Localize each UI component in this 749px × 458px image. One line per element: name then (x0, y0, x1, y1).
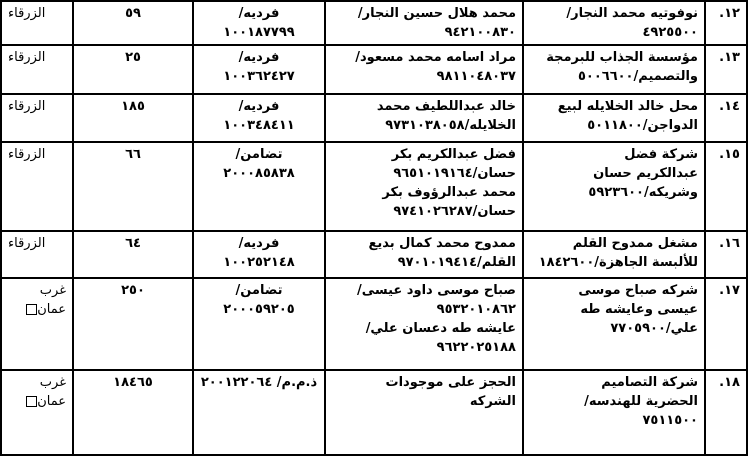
checkbox[interactable] (26, 396, 37, 407)
row-number: .١٦ (705, 231, 747, 278)
city: الزرقاء (1, 142, 73, 231)
capital-value: ٢٥٠ (73, 278, 193, 370)
city: الزرقاء (1, 1, 73, 45)
company-type: تضامن/ ٢٠٠٠٨٥٨٣٨ (193, 142, 325, 231)
table-row (1, 94, 747, 142)
company-name: مؤسسة الجذاب للبرمجة والتصميم/٥٠٠٦٦٠٠ (523, 45, 705, 94)
company-name: محل خالد الخلايله لبيع الدواجن/٥٠١١٨٠٠ (523, 94, 705, 142)
capital-value: ٦٦ (73, 142, 193, 231)
company-type: ذ.م.م/ ٢٠٠١٢٢٠٦٤ (193, 370, 325, 455)
partner-names: خالد عبداللطيف محمد الخلايله/٩٧٣١٠٣٨٠٥٨ (325, 94, 523, 142)
company-name: شركة التصاميم الحضرية للهندسه/ ٧٥١١٥٠٠ (523, 370, 705, 455)
city: الزرقاء (1, 94, 73, 142)
city: غرب عمان (1, 278, 73, 370)
table-row (1, 1, 747, 45)
partner-names: محمد هلال حسين النجار/ ٩٤٢١٠٠٨٣٠ (325, 1, 523, 45)
partner-names: ممدوح محمد كمال بديع القلم/٩٧٠١٠١٩٤١٤ (325, 231, 523, 278)
table-row (1, 142, 747, 231)
table-row (1, 45, 747, 94)
row-number: .١٤ (705, 94, 747, 142)
table-row (1, 370, 747, 455)
checkbox[interactable] (26, 304, 37, 315)
city: غرب عمان (1, 370, 73, 455)
partner-names: الحجز على موجودات الشركه (325, 370, 523, 455)
capital-value: ١٨٥ (73, 94, 193, 142)
company-type: تضامن/ ٢٠٠٠٥٩٢٠٥ (193, 278, 325, 370)
city: الزرقاء (1, 45, 73, 94)
table-row (1, 231, 747, 278)
company-type: فرديه/ ١٠٠٣٦٢٤٢٧ (193, 45, 325, 94)
company-type: فرديه/ ١٠٠٣٤٨٤١١ (193, 94, 325, 142)
partner-names: فضل عبدالكريم بكر حسان/٩٦٥١٠١٩١٦٤ محمد عبدالرؤوف بكر حسان/٩٧٤١٠٢٦٢٨٧ (325, 142, 523, 231)
row-number: .١٨ (705, 370, 747, 455)
partner-names: صباح موسى داود عيسى/ ٩٥٣٢٠١٠٨٦٢ عايشه طه دعسان علي/ ٩٦٢٢٠٢٥١٨٨ (325, 278, 523, 370)
company-type: فرديه/ ١٠٠١٨٧٧٩٩ (193, 1, 325, 45)
company-type: فرديه/ ١٠٠٢٥٢١٤٨ (193, 231, 325, 278)
company-name: شركه صباح موسى عيسى وعايشه طه علي/٧٧٠٥٩٠٠ (523, 278, 705, 370)
capital-value: ٢٥ (73, 45, 193, 94)
capital-value: ٦٤ (73, 231, 193, 278)
company-name: مشغل ممدوح القلم للألبسة الجاهزة/١٨٤٢٦٠٠ (523, 231, 705, 278)
capital-value: ٥٩ (73, 1, 193, 45)
row-number: .١٥ (705, 142, 747, 231)
company-name: نوفوتيه محمد النجار/ ٤٩٢٥٥٠٠ (523, 1, 705, 45)
city: الزرقاء (1, 231, 73, 278)
row-number: .١٣ (705, 45, 747, 94)
company-name: شركة فضل عبدالكريم حسان وشريكه/٥٩٢٣٦٠٠ (523, 142, 705, 231)
capital-value: ١٨٤٦٥ (73, 370, 193, 455)
partner-names: مراد اسامه محمد مسعود/ ٩٨١١٠٤٨٠٣٧ (325, 45, 523, 94)
row-number: .١٧ (705, 278, 747, 370)
row-number: .١٢ (705, 1, 747, 45)
table-row (1, 278, 747, 370)
